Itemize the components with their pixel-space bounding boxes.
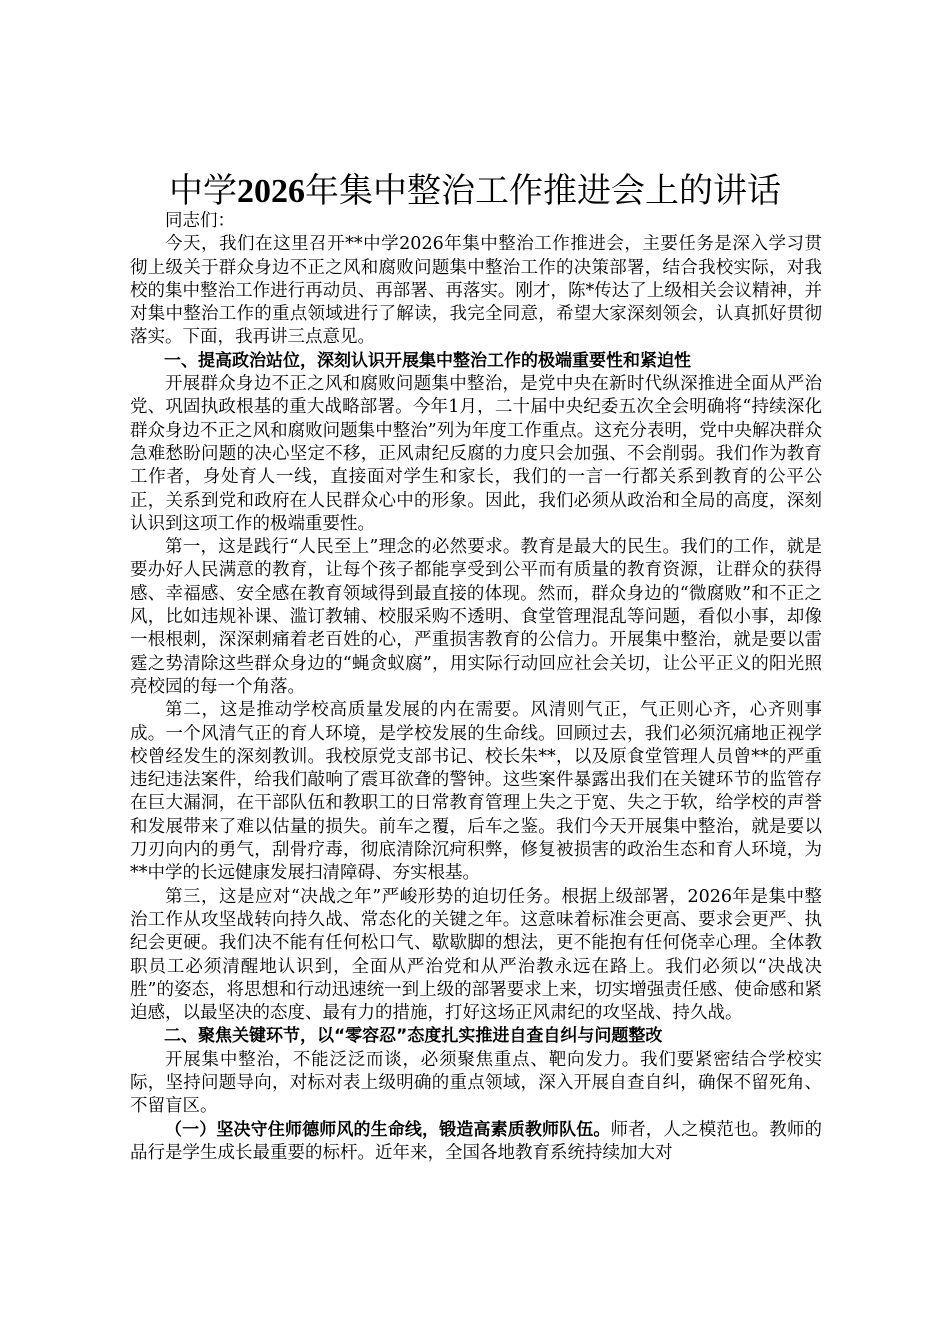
section-heading-2: 二、聚焦关键环节，以“零容忍”态度扎实推进自查自纠与问题整改: [164, 1026, 663, 1047]
paragraph-4: 第三，这是应对“决战之年”严峻形势的迫切任务。根据上级部署，2026年是集中整治工作从攻坚战转向持久战、常态化的关键之年。这意味着标准会更高、要求会更严、执纪会更硬。我们决不能有任何松口气、歇歇脚的想法，更不能抱有任何侥幸心理。全体教职员工必须清醒地认识到，全面从严治党和从严治教永远在路上。我们必须以“决战决胜”的姿态，将思想和行动迅速统一到上级的部署要求上来，切实增强责任感、使命感和紧迫感，以最坚决的态度、最有力的措施，打好这场正风肃纪的攻坚战、持久战。: [130, 886, 822, 1024]
paragraph-6: [130, 1119, 822, 1166]
paragraph-1: 开展群众身边不正之风和腐败问题集中整治，是党中央在新时代纵深推进全面从严治党、巩固执政根基的重大战略部署。今年1月，二十届中央纪委五次全会明确将“持续深化群众身边不正之风和腐败问题集中整治”列为年度工作重点。这充分表明，党中央解决群众急难愁盼问题的决心坚定不移，正风肃纪反腐的力度只会加强、不会削弱。我们作为教育工作者，身处育人一线，直接面对学生和家长，我们的一言一行都关系到教育的公平公正，关系到党和政府在人民群众心中的形象。因此，我们必须从政治和全局的高度，深刻认识到这项工作的极端重要性。: [130, 374, 822, 534]
title-year: 2026: [237, 173, 305, 210]
document-body: [130, 210, 822, 1165]
section-heading-1: 一、提高政治站位，深刻认识开展集中整治工作的极端重要性和紧迫性: [164, 350, 691, 371]
subsection-lead: （一）坚决守住师德师风的生命线，锻造高素质教师队伍。: [165, 1119, 611, 1140]
title-suffix: 年集中整治工作推进会上的讲话: [305, 171, 781, 211]
paragraph-3: 第二，这是推动学校高质量发展的内在需要。风清则气正，气正则心齐，心齐则事成。一个风清气正的育人环境，是学校发展的生命线。回顾过去，我们必须沉痛地正视学校曾经发生的深刻教训。我校原党支部书记、校长朱**，以及原食堂管理人员曾**的严重违纪违法案件，给我们敲响了震耳欲聋的警钟。这些案件暴露出我们在关键环节的监管存在巨大漏洞，在干部队伍和教职工的日常教育管理上失之于宽、失之于软，给学校的声誉和发展带来了难以估量的损失。前车之覆，后车之鉴。我们今天开展集中整治，就是要以刀刃向内的勇气，刮骨疗毒，彻底清除沉疴积弊，修复被损害的政治生态和育人环境，为**中学的长远健康发展扫清障碍、夯实根基。: [130, 700, 822, 884]
salutation: 同志们：: [165, 211, 235, 231]
paragraph-6-text: 师者，人之模范也。教师的品行是学生成长最重要的标杆。近年来，全国各地教育系统持续加大对: [130, 1119, 823, 1163]
paragraph-5: 开展集中整治，不能泛泛而谈，必须聚焦重点、靶向发力。我们要紧密结合学校实际，坚持问题导向，对标对表上级明确的重点领域，深入开展自查自纠，确保不留死角、不留盲区。: [130, 1049, 822, 1117]
document-title: [0, 169, 950, 214]
intro-paragraph: 今天，我们在这里召开**中学2026年集中整治工作推进会，主要任务是深入学习贯彻上级关于群众身边不正之风和腐败问题集中整治工作的决策部署，结合我校实际，对我校的集中整治工作进行再动员、再部署、再落实。刚才，陈*传达了上级相关会议精神，并对集中整治工作的重点领域进行了解读，我完全同意，希望大家深刻领会，认真抓好贯彻落实。下面，我再讲三点意见。: [130, 234, 822, 348]
title-prefix: 中学: [169, 171, 237, 211]
paragraph-2: 第一，这是践行“人民至上”理念的必然要求。教育是最大的民生。我们的工作，就是要办好人民满意的教育，让每个孩子都能享受到公平而有质量的教育资源，让群众的获得感、幸福感、安全感在教育领域得到最直接的体现。然而，群众身边的“微腐败”和不正之风，比如违规补课、滥订教辅、校服采购不透明、食堂管理混乱等问题，看似小事，却像一根根刺，深深刺痛着老百姓的心，严重损害教育的公信力。开展集中整治，就是要以雷霆之势清除这些群众身边的“蝇贪蚁腐”，用实际行动回应社会关切，让公平正义的阳光照亮校园的每一个角落。: [130, 537, 822, 697]
